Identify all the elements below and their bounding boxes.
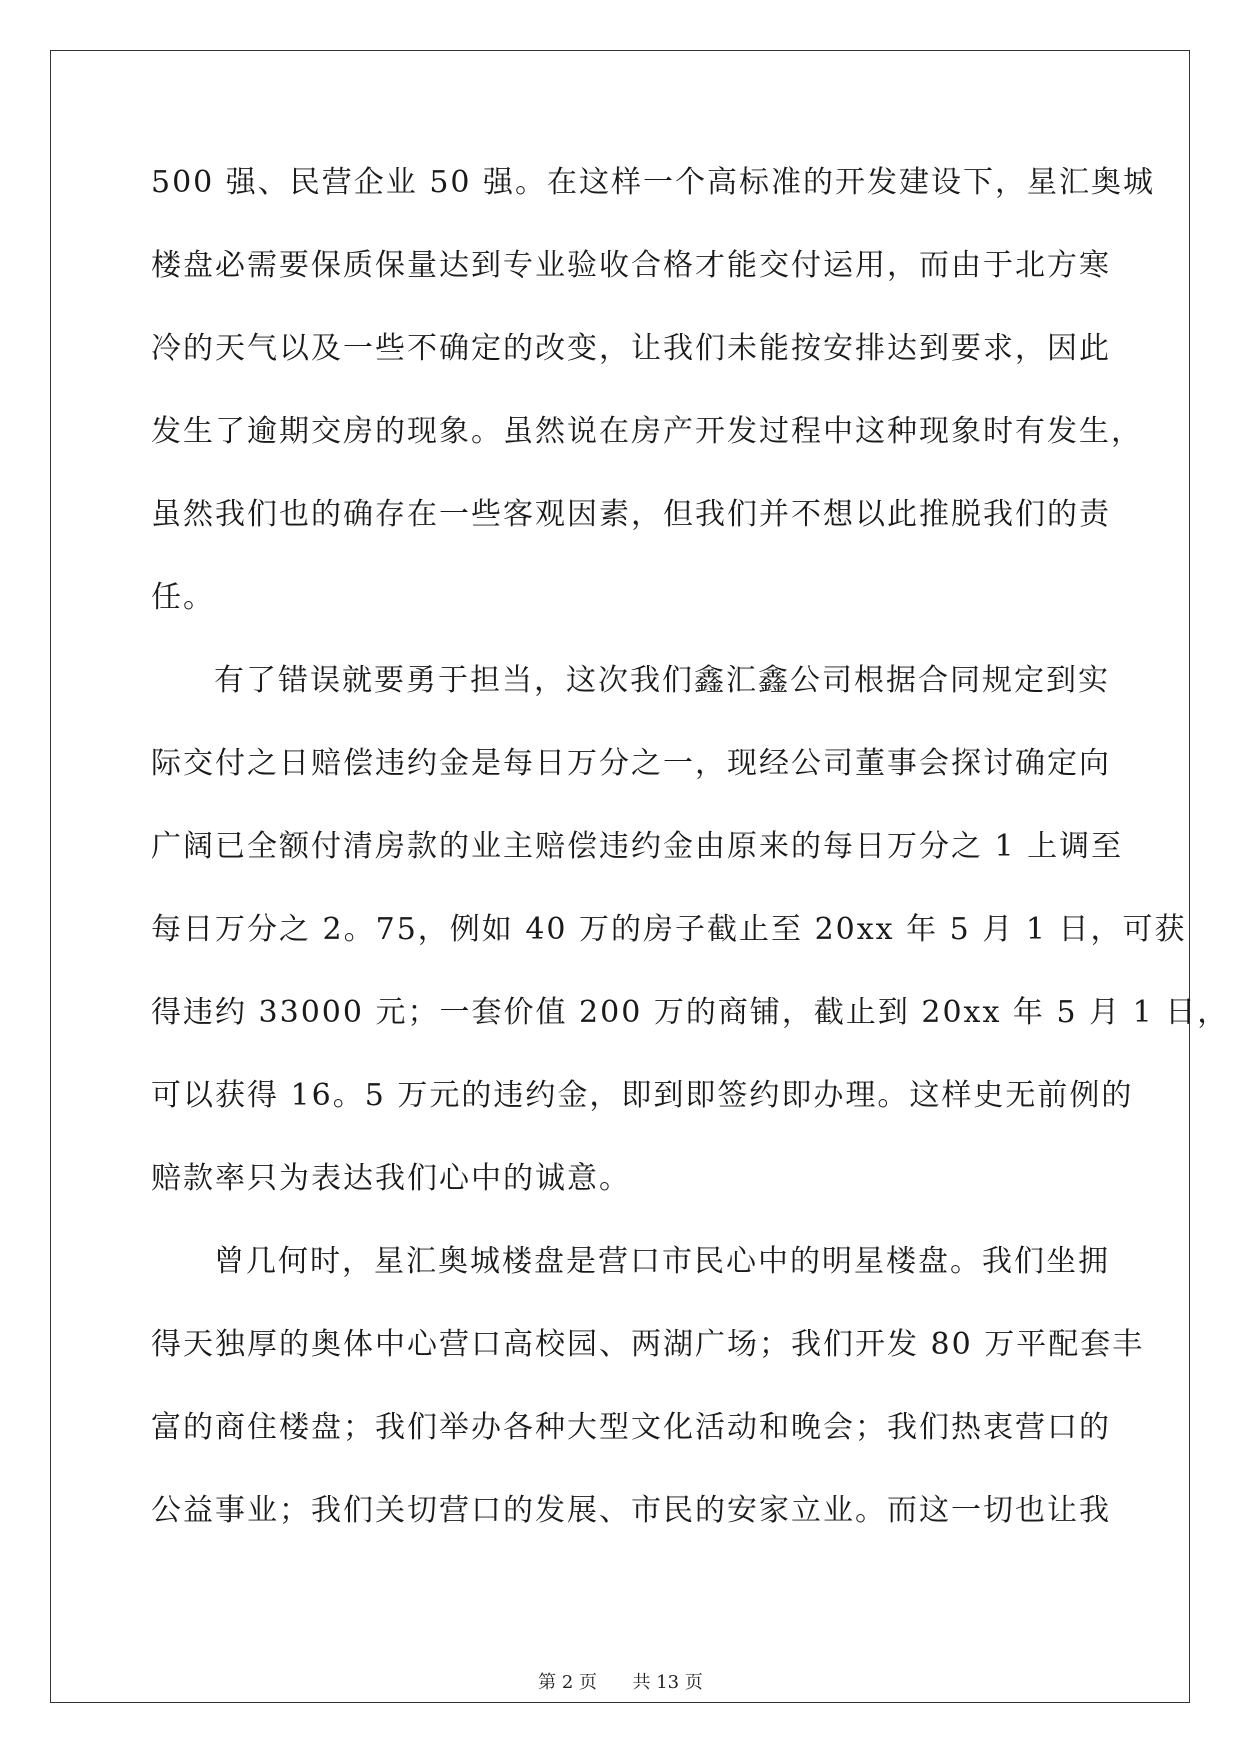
text-line: 冷的天气以及一些不确定的改变，让我们未能按安排达到要求，因此 bbox=[151, 331, 1111, 366]
paragraph-first-line: 有了错误就要勇于担当，这次我们鑫汇鑫公司根据合同规定到实 bbox=[214, 663, 1110, 698]
text-line: 发生了逾期交房的现象。虽然说在房产开发过程中这种现象时有发生， bbox=[151, 414, 1143, 449]
text-line: 虽然我们也的确存在一些客观因素，但我们并不想以此推脱我们的责 bbox=[151, 497, 1111, 532]
text-line: 富的商住楼盘；我们举办各种大型文化活动和晚会；我们热衷营口的 bbox=[151, 1410, 1111, 1445]
page-footer bbox=[0, 1668, 1241, 1694]
text-line: 公益事业；我们关切营口的发展、市民的安家立业。而这一切也让我 bbox=[151, 1493, 1111, 1528]
text-line: 可以获得 16。5 万元的违约金，即到即签约即办理。这样史无前例的 bbox=[151, 1078, 1134, 1113]
text-line: 得天独厚的奥体中心营口高校园、两湖广场；我们开发 80 万平配套丰 bbox=[151, 1327, 1145, 1362]
total-pages: 共 13 页 bbox=[632, 1672, 703, 1693]
text-line: 际交付之日赔偿违约金是每日万分之一，现经公司董事会探讨确定向 bbox=[151, 746, 1111, 781]
page-number: 第 2 页 bbox=[538, 1672, 598, 1693]
text-line: 赔款率只为表达我们心中的诚意。 bbox=[151, 1161, 631, 1196]
text-line: 每日万分之 2。75，例如 40 万的房子截止至 20xx 年 5 月 1 日，可获 bbox=[151, 912, 1187, 947]
document-body bbox=[151, 163, 1230, 1574]
text-line: 任。 bbox=[151, 580, 215, 615]
text-line: 得违约 33000 元；一套价值 200 万的商铺，截止到 20xx 年 5 月 1 日， bbox=[151, 995, 1230, 1030]
text-line: 楼盘必需要保质保量达到专业验收合格才能交付运用，而由于北方寒 bbox=[151, 248, 1111, 283]
paragraph-first-line: 曾几何时，星汇奥城楼盘是营口市民心中的明星楼盘。我们坐拥 bbox=[214, 1244, 1110, 1279]
text-line: 500 强、民营企业 50 强。在这样一个高标准的开发建设下，星汇奥城 bbox=[151, 165, 1156, 200]
text-line: 广阔已全额付清房款的业主赔偿违约金由原来的每日万分之 1 上调至 bbox=[151, 829, 1124, 864]
